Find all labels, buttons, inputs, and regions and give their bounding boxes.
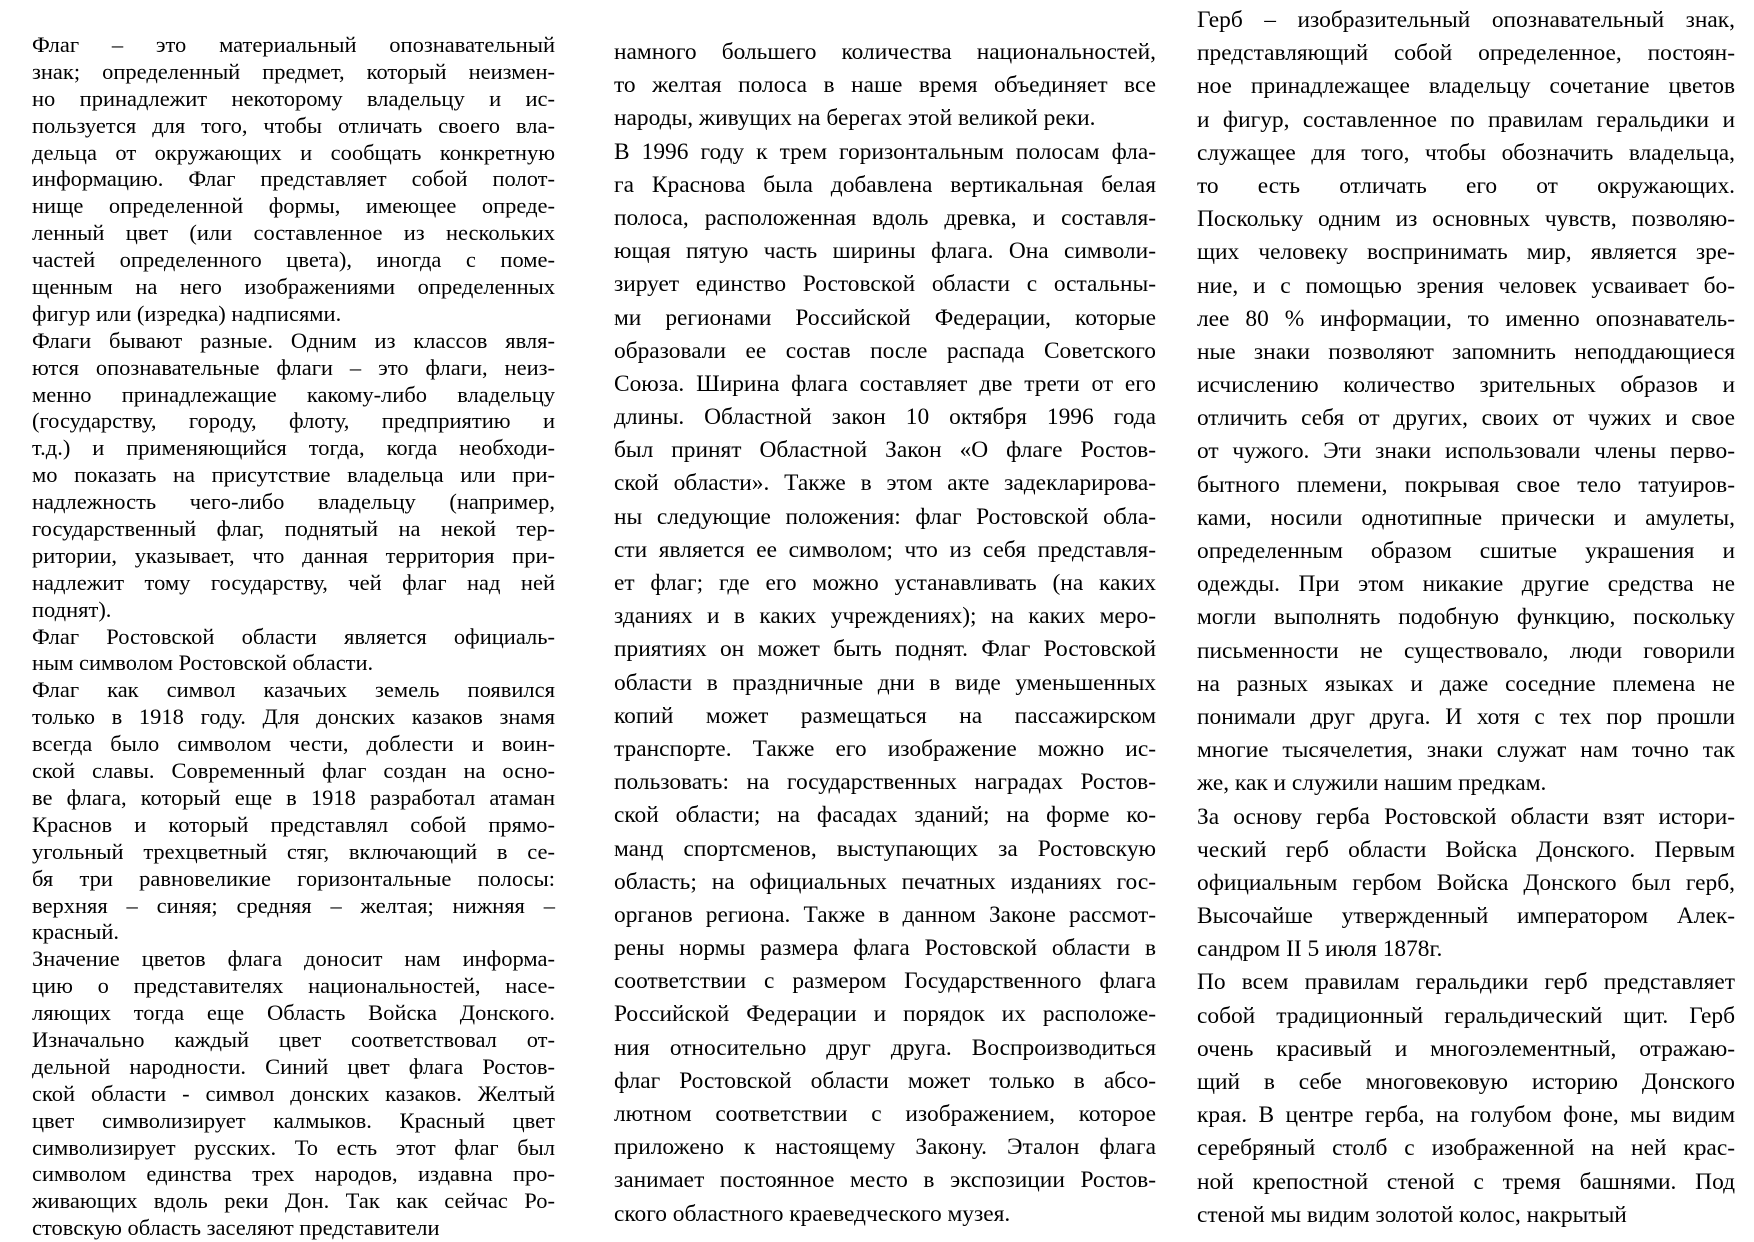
text-line: фигур или (изредка) надписями. — [32, 300, 342, 326]
text-line: понимали друг друга. И хотя с тех пор прошли — [1197, 703, 1735, 730]
text-line: был принят Областной Закон «О флаге Ростов- — [614, 437, 1156, 464]
text-line: цию о представителях национальностей, насе- — [32, 973, 555, 999]
text-line: Флаг – это материальный опознавательный — [32, 32, 555, 57]
text-line: отличить себя от других, своих от чужих и свое — [1197, 405, 1735, 432]
text-column-1 — [32, 32, 555, 1242]
text-line: сандром II 5 июля 1878г. — [1197, 936, 1443, 963]
text-line: то желтая полоса в наше время объединяет все — [614, 72, 1156, 99]
text-line: ния относительно друг друга. Воспроизводиться — [614, 1034, 1156, 1061]
text-line: одежды. При этом никакие другие средства не — [1197, 571, 1735, 598]
text-line: щенным на него изображениями определенных — [32, 274, 555, 300]
text-line: серебряный столб с изображенной на ней крас- — [1197, 1135, 1735, 1162]
text-line: ритории, указывает, что данная территория при- — [32, 542, 555, 568]
text-line: Высочайше утвержденный императором Алек- — [1197, 903, 1735, 930]
text-line: приложено к настоящему Закону. Эталон флага — [614, 1134, 1156, 1161]
text-line: надлежность чего-либо владельцу (например, — [32, 489, 555, 515]
text-line: область; на официальных печатных изданиях гос- — [614, 868, 1156, 895]
text-line: га Краснова была добавлена вертикальная белая — [614, 171, 1156, 198]
text-line: ского областного краеведческого музея. — [614, 1200, 1011, 1227]
text-line: от чужого. Эти знаки использовали члены перво- — [1197, 438, 1735, 465]
text-line: цвет символизирует калмыков. Красный цвет — [32, 1107, 555, 1133]
text-line: манд спортсменов, выступающих за Ростовскую — [614, 835, 1156, 862]
text-line: знак; определенный предмет, который неизмен- — [32, 58, 555, 84]
text-line: красный. — [32, 919, 119, 945]
text-line: (государству, городу, флоту, предприятию и — [32, 408, 555, 434]
text-line: верхняя – синяя; средняя – желтая; нижняя – — [32, 892, 555, 918]
text-line: служащее для того, чтобы обозначить владельца, — [1197, 139, 1735, 166]
text-line: всегда было символом чести, доблести и воин- — [32, 731, 555, 757]
text-line: определенным образом сшитые украшения и — [1197, 538, 1735, 564]
text-line: ной крепостной стеной с тремя башнями. Под — [1197, 1168, 1735, 1195]
text-line: символом единства трех народов, издавна про- — [32, 1161, 555, 1187]
text-line: щий в себе многовековую историю Донского — [1197, 1069, 1735, 1095]
text-line: менно принадлежащие какому-либо владельцу — [32, 381, 555, 407]
text-line: ской области». Также в этом акте задекларирова- — [614, 470, 1156, 497]
text-line: полоса, расположенная вдоль древка, и составля- — [614, 204, 1156, 231]
text-line: стовскую область заселяют представители — [32, 1215, 440, 1241]
text-line: длины. Областной закон 10 октября 1996 года — [614, 404, 1156, 431]
text-line: ные знаки позволяют запомнить неподдающиеся — [1197, 338, 1735, 365]
text-line: могли выполнять подобную функцию, поскольку — [1197, 604, 1735, 631]
text-line: ются опознавательные флаги – это флаги, неиз- — [32, 354, 555, 380]
text-line: стеной мы видим золотой колос, накрытый — [1197, 1201, 1627, 1228]
text-line: бя три равновеликие горизонтальные полосы: — [32, 865, 555, 891]
text-line: ны следующие положения: флаг Ростовской обла- — [614, 503, 1156, 530]
text-line: зданиях и в каких учреждениях); на каких меро- — [614, 603, 1156, 630]
text-line: Поскольку одним из основных чувств, позволяю- — [1197, 206, 1735, 233]
text-line: За основу герба Ростовской области взят истори- — [1197, 803, 1735, 830]
text-line: представляющий собой определенное, постоян- — [1197, 40, 1735, 67]
text-line: соответствии с размером Государственного флага — [614, 968, 1156, 995]
text-line: дельной народности. Синий цвет флага Ростов- — [32, 1053, 555, 1079]
text-line: зирует единство Ростовской области с остальны- — [614, 271, 1156, 298]
text-line: государственный флаг, поднятый на некой тер- — [32, 516, 555, 542]
text-line: копий может размещаться на пассажирском — [614, 702, 1156, 729]
text-line: пользуется для того, чтобы отличать своего вла- — [32, 112, 555, 138]
text-line: Краснов и который представлял собой прямо- — [32, 811, 555, 837]
text-line: поднят). — [32, 596, 112, 622]
text-line: Герб – изобразительный опознавательный знак, — [1197, 7, 1735, 33]
text-line: образовали ее состав после распада Советского — [614, 337, 1156, 364]
text-line: же, как и служили нашим предкам. — [1197, 770, 1547, 797]
text-line: Союза. Ширина флага составляет две трети от его — [614, 370, 1156, 397]
text-line: собой традиционный геральдический щит. Герб — [1197, 1002, 1735, 1029]
text-line: края. В центре герба, на голубом фоне, мы видим — [1197, 1102, 1735, 1129]
text-line: надлежит тому государству, чей флаг над ней — [32, 569, 555, 595]
text-line: ние, и с помощью зрения человек усваивает бо- — [1197, 272, 1735, 299]
text-column-2 — [614, 36, 1156, 1231]
text-line: Значение цветов флага доносит нам информа- — [32, 946, 555, 972]
text-line: ное принадлежащее владельцу сочетание цветов — [1197, 73, 1735, 100]
text-line: Российской Федерации и порядок их расположе- — [614, 1001, 1156, 1028]
text-line: Флаги бывают разные. Одним из классов явля- — [32, 327, 555, 353]
text-line: рены нормы размера флага Ростовской области в — [614, 935, 1156, 962]
text-line: транспорте. Также его изображение можно ис- — [614, 735, 1156, 762]
text-line: только в 1918 году. Для донских казаков знамя — [32, 704, 555, 730]
text-line: многие тысячелетия, знаки служат нам точно так — [1197, 737, 1735, 764]
text-line: В 1996 году к трем горизонтальным полосам фла- — [614, 138, 1156, 165]
text-line: исчислению количество зрительных образов и — [1197, 372, 1735, 399]
text-line: ми регионами Российской Федерации, которые — [614, 304, 1156, 331]
text-line: занимает постоянное место в экспозиции Ростов- — [614, 1167, 1156, 1194]
text-line: По всем правилам геральдики герб представляет — [1197, 969, 1735, 996]
text-line: щих человеку воспринимать мир, является зре- — [1197, 239, 1735, 266]
text-line: намного большего количества национальностей, — [614, 39, 1156, 65]
text-line: ской славы. Современный флаг создан на осно- — [32, 758, 555, 784]
text-line: ющая пятую часть ширины флага. Она символи- — [614, 238, 1156, 265]
text-line: флаг Ростовской области может только в абсо- — [614, 1067, 1156, 1094]
text-line: сти является ее символом; что из себя представля- — [614, 536, 1156, 563]
text-line: Флаг как символ казачьих земель появился — [32, 677, 555, 703]
text-line: официальным гербом Войска Донского был герб, — [1197, 869, 1735, 896]
text-line: угольный трехцветный стяг, включающий в се- — [32, 838, 555, 864]
text-line: лее 80 % информации, то именно опознаватель- — [1197, 305, 1735, 332]
text-line: информацию. Флаг представляет собой полот- — [32, 166, 555, 192]
text-line: народы, живущих на берегах этой великой реки. — [614, 105, 1096, 132]
text-line: пользовать: на государственных наградах Ростов- — [614, 769, 1156, 796]
text-line: ляющих тогда еще Область Войска Донского. — [32, 1000, 555, 1026]
text-line: ве флага, который еще в 1918 разработал атаман — [32, 784, 555, 810]
text-line: и фигур, составленное по правилам геральдики и — [1197, 106, 1735, 133]
text-line: ленный цвет (или составленное из нескольких — [32, 220, 555, 246]
text-line: дельца от окружающих и сообщать конкретную — [32, 139, 555, 165]
text-line: ет флаг; где его можно устанавливать (на каких — [614, 570, 1156, 596]
text-line: то есть отличать его от окружающих. — [1197, 172, 1735, 199]
text-line: письменности не существовало, люди говорили — [1197, 637, 1735, 664]
text-line: ской области - символ донских казаков. Желтый — [32, 1080, 555, 1106]
text-line: области в праздничные дни в виде уменьшенных — [614, 669, 1156, 696]
text-line: лютном соответствии с изображением, которое — [614, 1101, 1156, 1127]
text-line: живающих вдоль реки Дон. Так как сейчас Ро- — [32, 1188, 555, 1214]
text-line: ческий герб области Войска Донского. Первым — [1197, 836, 1735, 863]
text-line: символизирует русских. То есть этот флаг был — [32, 1134, 555, 1160]
text-line: на разных языках и даже соседние племена не — [1197, 670, 1735, 697]
text-line: мо показать на присутствие владельца или при- — [32, 462, 555, 488]
text-line: ской области; на фасадах зданий; на форме ко- — [614, 802, 1156, 829]
text-line: очень красивый и многоэлементный, отражаю- — [1197, 1035, 1735, 1062]
text-line: Изначально каждый цвет соответствовал от- — [32, 1026, 555, 1052]
text-line: Флаг Ростовской области является официаль- — [32, 623, 555, 649]
text-line: ками, носили однотипные прически и амулеты, — [1197, 504, 1735, 531]
text-line: т.д.) и применяющийся тогда, когда необходи- — [32, 435, 555, 461]
text-line: органов региона. Также в данном Законе рассмот- — [614, 901, 1156, 928]
text-line: но принадлежит некоторому владельцу и ис- — [32, 85, 555, 111]
text-line: нище определенной формы, имеющее опреде- — [32, 193, 555, 219]
text-column-3 — [1197, 4, 1735, 1232]
text-line: ным символом Ростовской области. — [32, 650, 374, 676]
text-line: приятиях он может быть поднят. Флаг Ростовской — [614, 636, 1156, 663]
text-line: бытного племени, покрывая свое тело татуиров- — [1197, 471, 1735, 498]
text-line: частей определенного цвета), иногда с поме- — [32, 247, 555, 273]
